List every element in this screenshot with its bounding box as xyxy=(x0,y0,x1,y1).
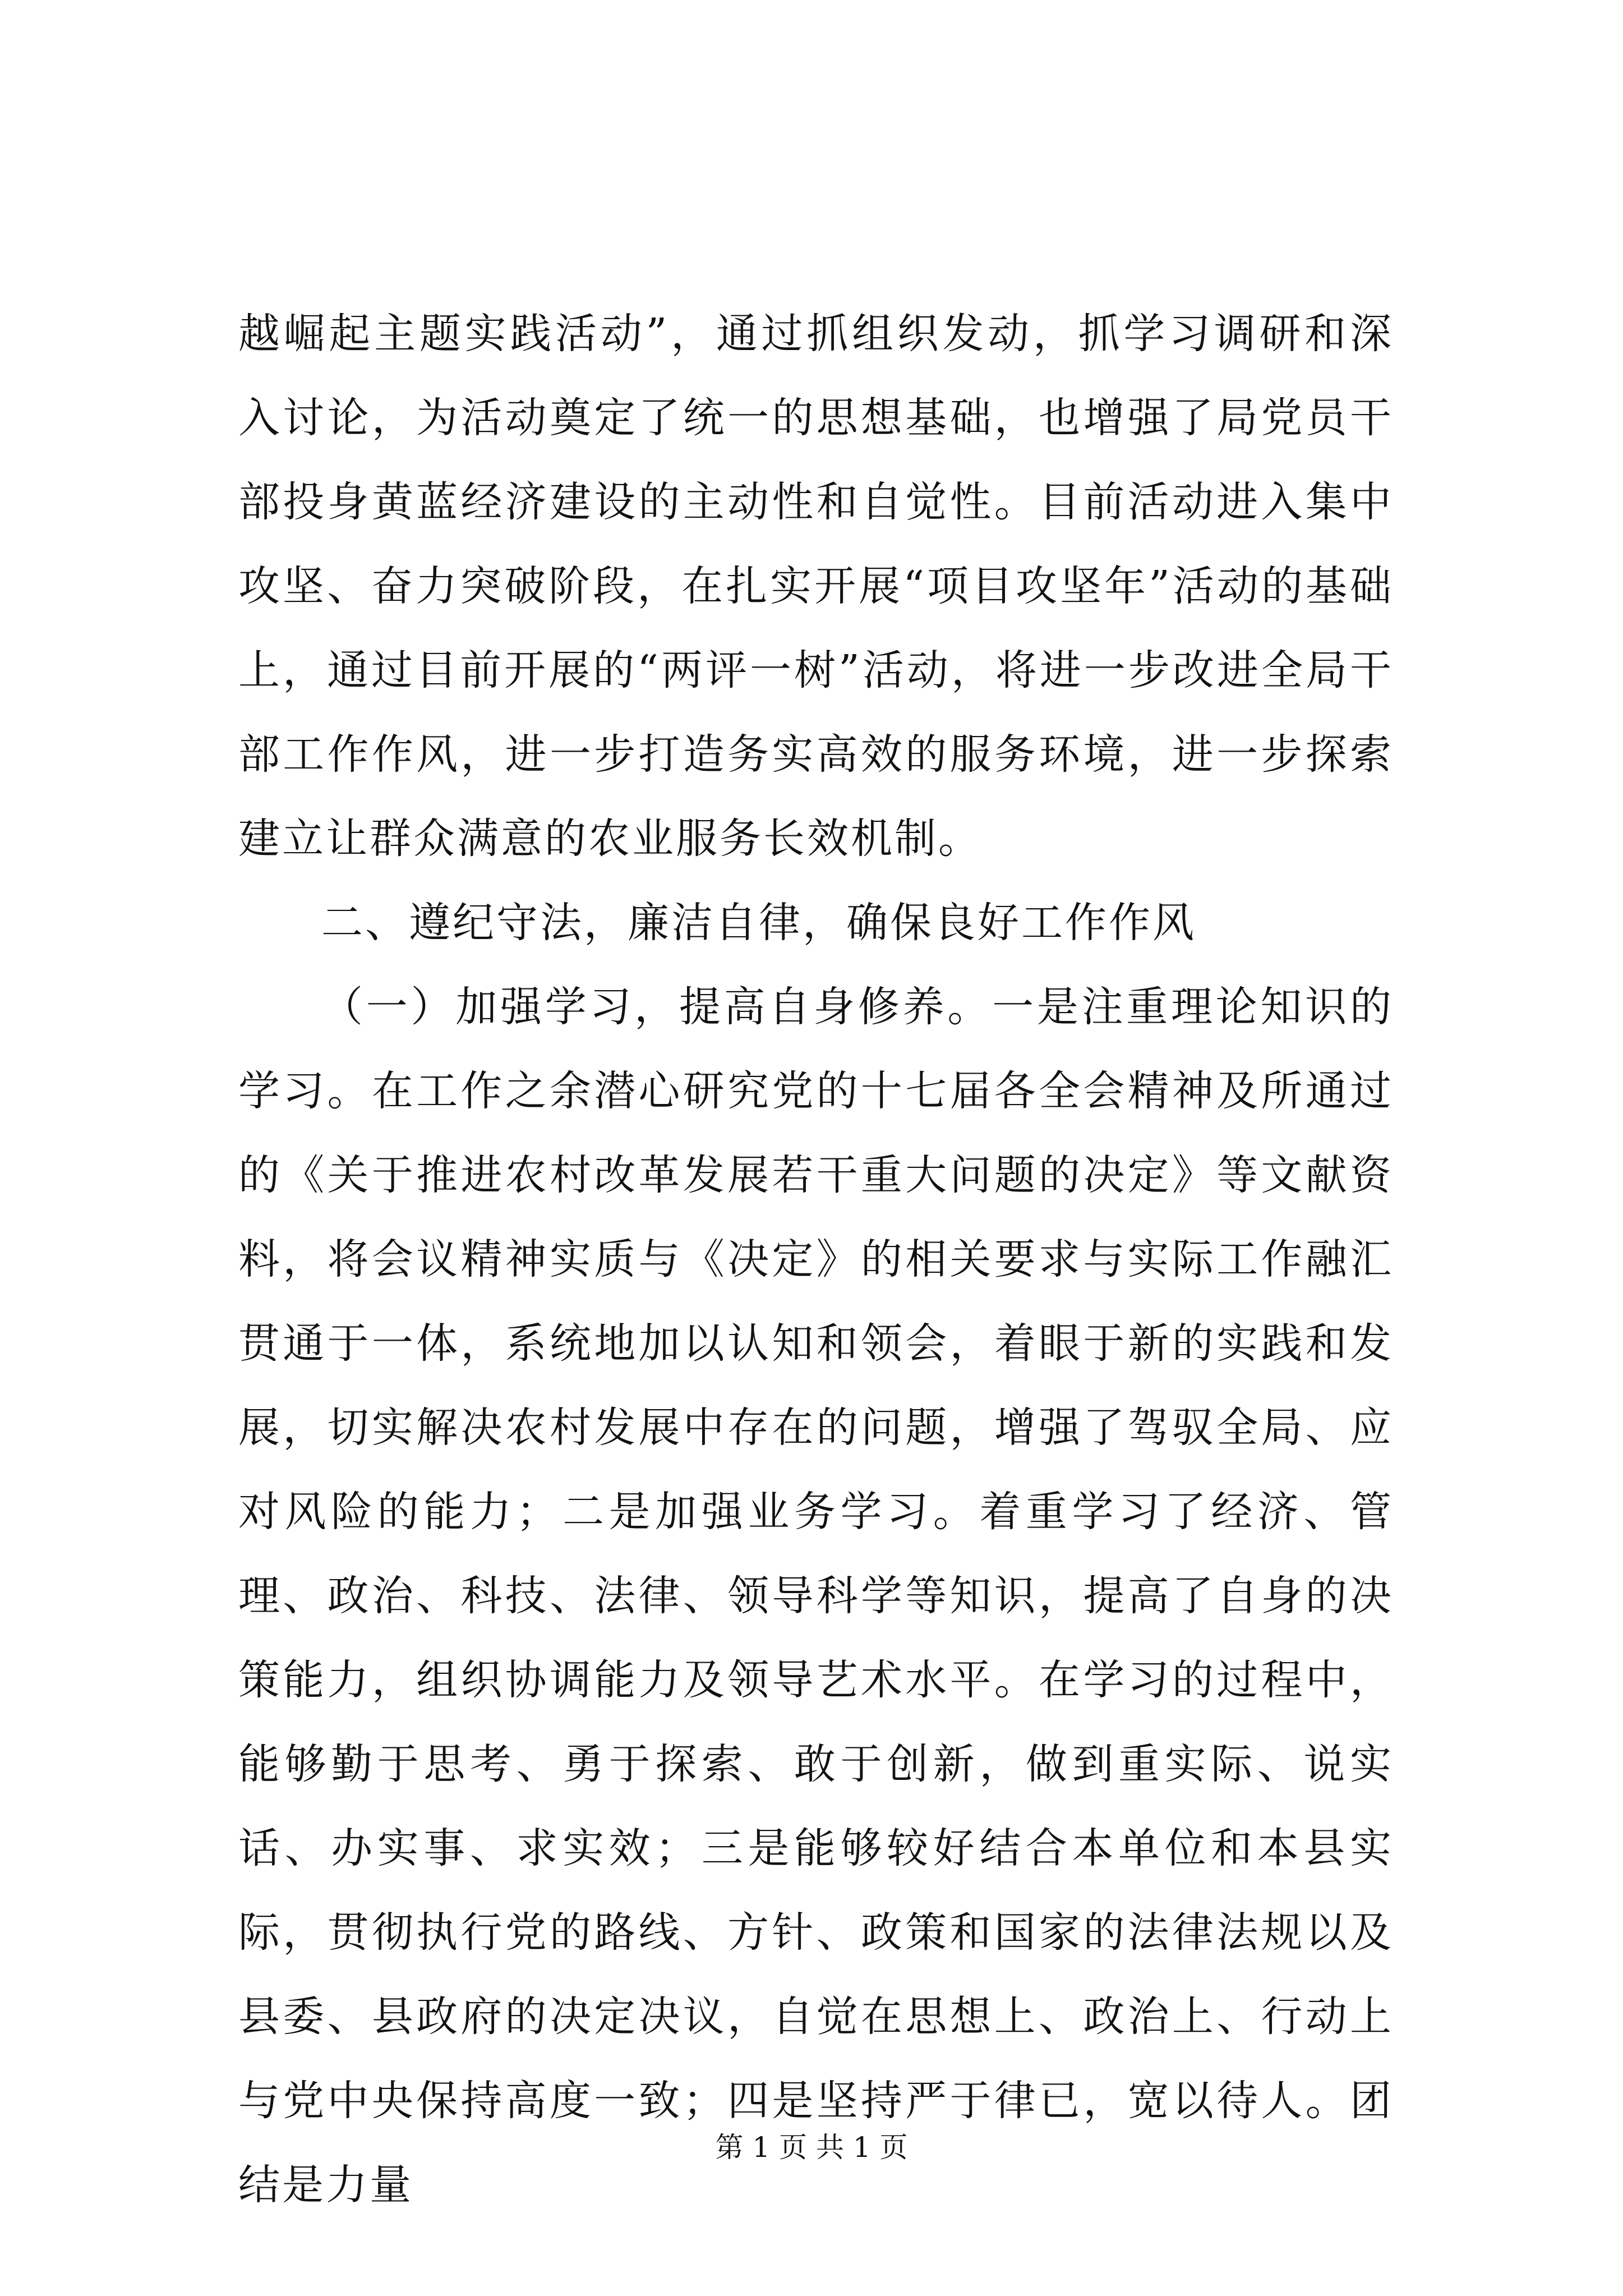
page-number-footer: 第 1 页 共 1 页 xyxy=(715,2131,908,2164)
document-body xyxy=(238,292,1394,2227)
paragraph-activity-summary: 越崛起主题实践活动”，通过抓组织发动，抓学习调研和深入讨论，为活动奠定了统一的思想基础，也增强了局党员干部投身黄蓝经济建设的主动性和自觉性。目前活动进入集中攻坚、奋力突破阶段，在扎实开展“项目攻坚年”活动的基础上，通过目前开展的“两评一树”活动，将进一步改进全局干部工作作风，进一步打造务实高效的服务环境，进一步探索建立让群众满意的农业服务长效机制。 xyxy=(238,310,1394,863)
paragraph-study-self-cultivation: （一）加强学习，提高自身修养。一是注重理论知识的学习。在工作之余潜心研究党的十七届各全会精神及所通过的《关于推进农村改革发展若干重大问题的决定》等文献资料，将会议精神实质与《决定》的相关要求与实际工作融汇贯通于一体，系统地加以认知和领会，着眼于新的实践和发展，切实解决农村发展中存在的问题，增强了驾驭全局、应对风险的能力；二是加强业务学习。着重学习了经济、管理、政治、科技、法律、领导科学等知识，提高了自身的决策能力，组织协调能力及领导艺术水平。在学习的过程中，能够勤于思考、勇于探索、敢于创新，做到重实际、说实话、办实事、求实效；三是能够较好结合本单位和本县实际，贯彻执行党的路线、方针、政策和国家的法律法规以及县委、县政府的决定决议，自觉在思想上、政治上、行动上与党中央保持高度一致；四是坚持严于律已，宽以待人。团结是力量 xyxy=(238,983,1394,2209)
section-heading-discipline: 二、遵纪守法，廉洁自律，确保良好工作作风 xyxy=(321,899,1196,947)
